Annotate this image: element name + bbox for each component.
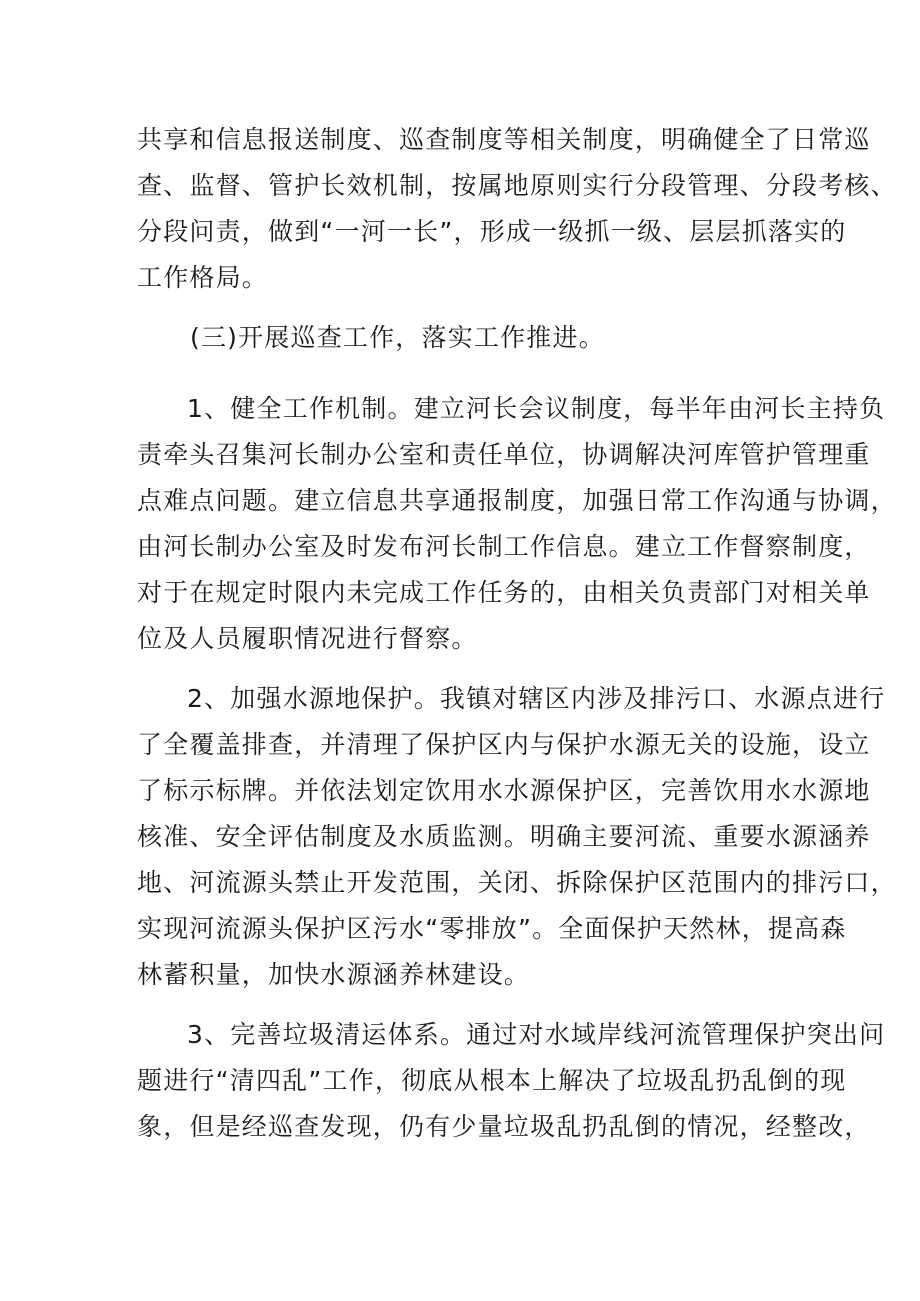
body-text-line: 2、加强水源地保护。我镇对辖区内涉及排污口、水源点进行 <box>187 684 886 713</box>
body-text-line: 了全覆盖排查，并清理了保护区内与保护水源无关的设施，设立 <box>137 730 871 759</box>
body-text-line: 查、监督、管护长效机制，按属地原则实行分段管理、分段考核、 <box>137 171 897 200</box>
body-text-line: 位及人员履职情况进行督察。 <box>137 624 478 653</box>
body-text-line: 题进行“清四乱”工作，彻底从根本上解决了垃圾乱扔乱倒的现 <box>137 1066 847 1095</box>
body-text-line: 地、河流源头禁止开发范围，关闭、拆除保护区范围内的排污口， <box>137 868 897 897</box>
body-text-line: 象，但是经巡查发现，仍有少量垃圾乱扔乱倒的情况，经整改， <box>137 1112 871 1141</box>
body-text-line: 了标示标牌。并依法划定饮用水水源保护区，完善饮用水水源地 <box>137 776 871 805</box>
body-text-line: 责牵头召集河长制办公室和责任单位，协调解决河库管护管理重 <box>137 440 871 469</box>
body-text-line: 林蓄积量，加快水源涵养林建设。 <box>137 960 531 989</box>
body-text-line: 共享和信息报送制度、巡查制度等相关制度，明确健全了日常巡 <box>137 125 871 154</box>
body-text-line: 3、完善垃圾清运体系。通过对水域岸线河流管理保护突出问 <box>187 1020 886 1049</box>
section-heading: (三)开展巡查工作，落实工作推进。 <box>190 323 605 352</box>
body-text-line: 1、健全工作机制。建立河长会议制度，每半年由河长主持负 <box>187 394 886 423</box>
body-text-line: 核准、安全评估制度及水质监测。明确主要河流、重要水源涵养 <box>137 822 871 851</box>
body-text-line: 由河长制办公室及时发布河长制工作信息。建立工作督察制度， <box>137 532 871 561</box>
body-text-line: 对于在规定时限内未完成工作任务的，由相关负责部门对相关单 <box>137 578 871 607</box>
body-text-line: 分段问责，做到“一河一长”，形成一级抓一级、层层抓落实的 <box>137 217 847 246</box>
body-text-line: 点难点问题。建立信息共享通报制度，加强日常工作沟通与协调， <box>137 486 897 515</box>
body-text-line: 实现河流源头保护区污水“零排放”。全面保护天然林，提高森 <box>137 914 847 943</box>
body-text-line: 工作格局。 <box>137 263 269 292</box>
